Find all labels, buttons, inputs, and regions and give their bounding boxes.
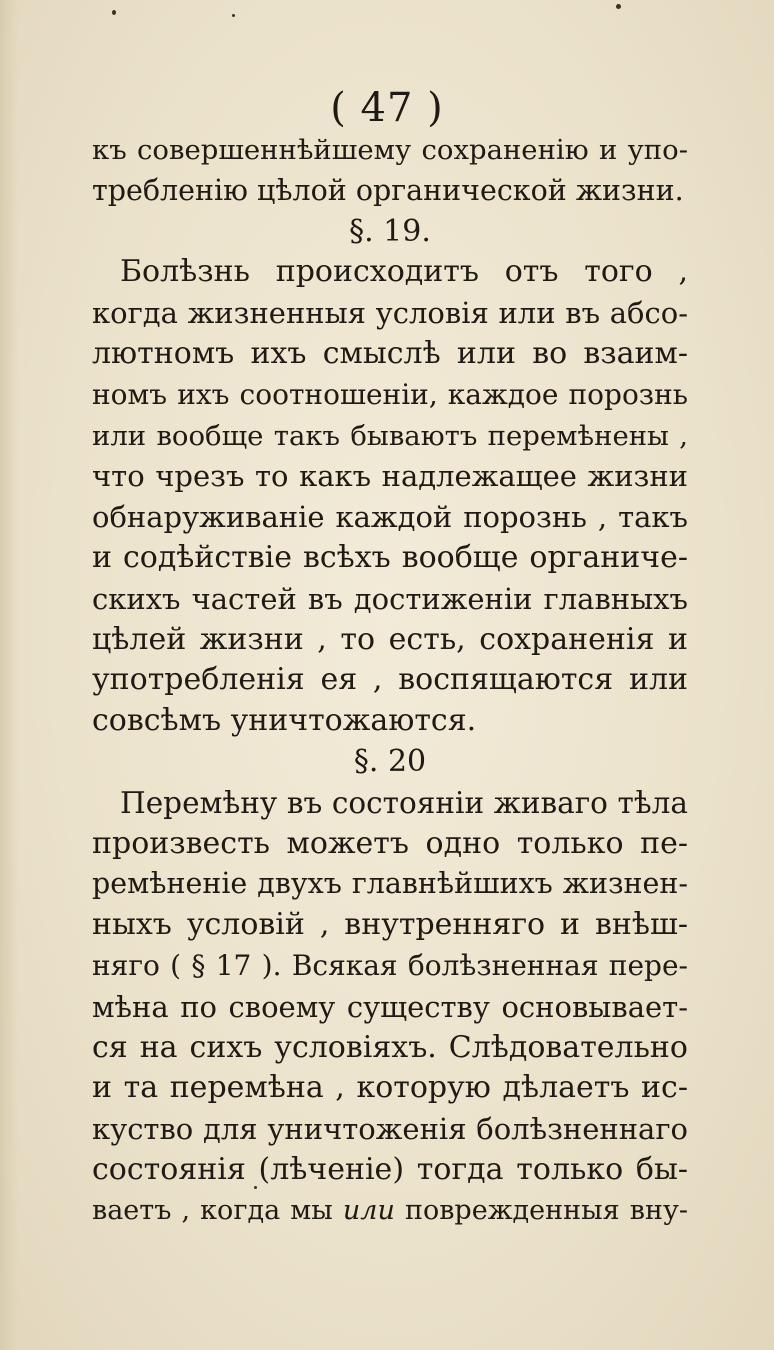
text-line: ремѣненiе двухъ главнѣйшихъ жизнен- [92, 867, 688, 901]
text-line: когда жизненныя условiя или въ абсо- [92, 296, 688, 331]
section-heading: §. 19. [349, 213, 431, 249]
text-line: и содѣйствiе всѣхъ вообще органиче- [92, 539, 688, 575]
text-segment: ваетъ , когда мы [92, 1194, 333, 1226]
page-number: ( 47 ) [330, 85, 444, 131]
text-line: произвесть можетъ одно только пе- [92, 825, 688, 861]
text-line: няго ( § 17 ). Всякая болѣзненная пере- [92, 948, 688, 982]
text-line: ныхъ условiй , внутренняго и внѣш- [92, 907, 688, 943]
ink-speck [112, 10, 116, 15]
text-line: куство для уничтоженiя болѣзненнаго [92, 1112, 688, 1147]
text-line: обнаруживанiе каждой порознь , такъ [92, 500, 688, 535]
paragraph-first-line: Перемѣну въ состоянiи живаго тѣла [120, 785, 688, 820]
text-line: лютномъ ихъ смыслѣ или во взаим- [92, 335, 688, 371]
ink-speck [616, 4, 621, 9]
text-line: скихъ частей въ достиженiи главныхъ [92, 581, 688, 616]
text-line: номъ ихъ соотношенiи, каждое порознь [92, 377, 688, 411]
page-edge-shadow [0, 0, 18, 1350]
ink-speck [232, 14, 235, 17]
text-segment: поврежденныя вну- [404, 1194, 688, 1226]
section-heading: §. 20 [353, 743, 427, 779]
text-line: мѣна по своему существу основывает- [92, 989, 688, 1024]
text-line: совсѣмъ уничтожаются. [92, 703, 477, 739]
text-line: и та перемѣна , которую дѣлаетъ ис- [92, 1070, 688, 1106]
paragraph-first-line: Болѣзнь происходитъ отъ того , [120, 254, 688, 290]
text-line: требленiю цѣлой органической жизни. [92, 173, 684, 207]
text-line: цѣлей жизни , то есть, сохраненiя и [92, 621, 688, 657]
text-line: ся на сихъ условiяхъ. Слѣдовательно [92, 1029, 688, 1065]
text-line: состоянiя (лѣченiе) тогда только бы- [92, 1151, 688, 1187]
text-line: или вообще такъ бываютъ перемѣнены , [92, 419, 688, 452]
text-line: употребленiя ея , воспящаются или [92, 662, 688, 698]
text-line-with-italic [92, 1191, 688, 1232]
text-line: что чрезъ то какъ надлежащее жизни [92, 459, 688, 494]
body-text [92, 130, 688, 1232]
italic-word: или [342, 1194, 395, 1226]
text-line: къ совершеннѣйшему сохраненiю и упо- [92, 134, 688, 166]
